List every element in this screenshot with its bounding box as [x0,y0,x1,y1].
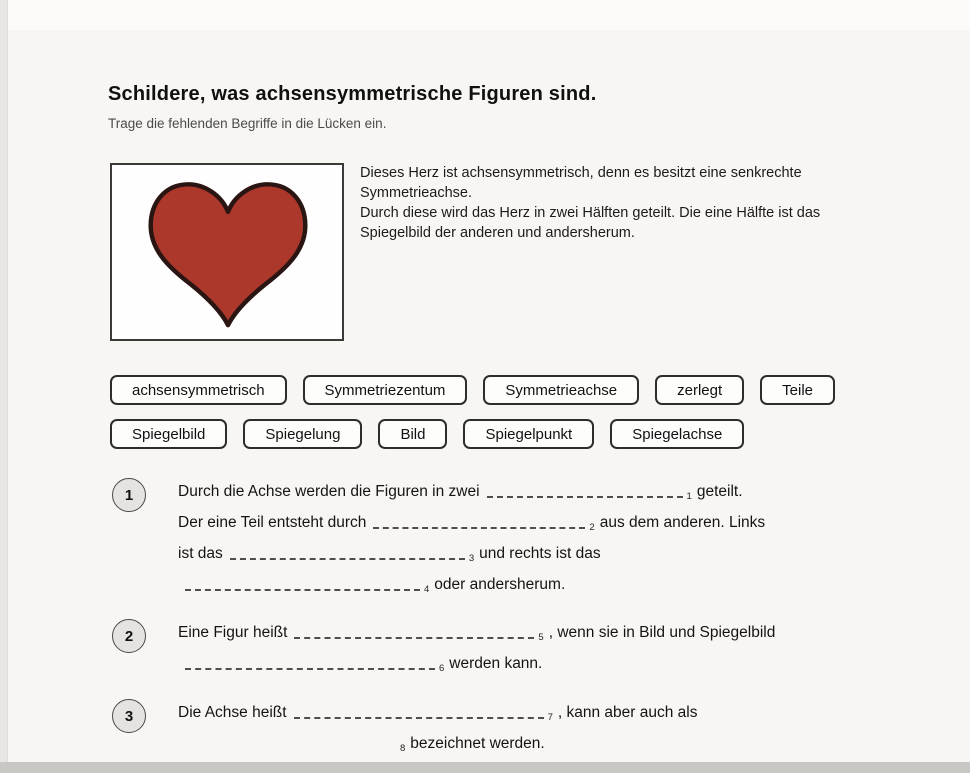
blank-field-2[interactable] [373,513,585,529]
question-text-segment: Eine Figur heißt [178,624,288,641]
question-text-segment: Der eine Teil entsteht durch [178,514,367,531]
blank-field-7[interactable] [294,703,544,719]
question-text-segment: Durch die Achse werden die Figuren in zwei [178,483,480,500]
word-chip-teile[interactable]: Teile [760,375,835,405]
blank-number: 3 [468,553,475,564]
blank-field-1[interactable] [487,482,683,498]
example-description-line: Dieses Herz ist achsensymmetrisch, denn es besitzt eine senkrechte [360,165,802,181]
blank-number: 4 [424,584,430,595]
blank-number: 6 [439,663,445,674]
question-text-segment: , wenn sie in Bild und Spiegelbild [548,624,776,641]
word-chip-spiegelpunkt[interactable]: Spiegelpunkt [463,419,594,449]
word-chip-spiegelung[interactable]: Spiegelung [243,419,362,449]
question-text [178,697,697,759]
word-chip-spiegelachse[interactable]: Spiegelachse [610,419,744,449]
page-title: Schildere, was achsensymmetrische Figuren sind. [108,83,597,105]
word-chip-achsensymmetrisch[interactable]: achsensymmetrisch [110,375,287,405]
question-text-segment: bezeichnet werden. [410,735,545,752]
question-text [178,476,765,600]
question-text-segment: und rechts ist das [479,545,601,562]
question-text-segment: oder andersherum. [434,576,566,593]
example-description-line: Durch diese wird das Herz in zwei Hälften geteilt. Die eine Hälfte ist das [360,205,821,221]
blank-field-6[interactable] [185,654,435,670]
question-text-segment: Die Achse heißt [178,704,287,721]
blank-number: 8 [400,743,406,754]
blank-number: 2 [589,522,595,533]
blank-number: 5 [538,632,544,643]
question-text-segment: , kann aber auch als [557,704,698,721]
example-description-line: Spiegelbild der anderen und andersherum. [360,225,635,241]
word-chip-symmetrieachse[interactable]: Symmetrieachse [483,375,639,405]
word-chip-zerlegt[interactable]: zerlegt [655,375,744,405]
blank-number: 7 [547,712,553,723]
blank-number: 1 [686,491,692,502]
page-subtitle: Trage die fehlenden Begriffe in die Lücken ein. [108,116,387,131]
question-text-segment: geteilt. [696,483,743,500]
blank-field-5[interactable] [294,623,534,639]
question-text-segment: ist das [178,545,223,562]
blank-field-4[interactable] [185,575,420,591]
question-number-badge: 1 [112,478,146,512]
question-text [178,617,775,679]
question-text-segment: werden kann. [449,655,543,672]
word-chip-symmetriezentum[interactable]: Symmetriezentum [303,375,468,405]
word-chip-bild[interactable]: Bild [378,419,447,449]
blank-field-3[interactable] [230,544,465,560]
question-number-badge: 3 [112,699,146,733]
example-description-line: Symmetrieachse. [360,185,473,201]
question-text-segment: aus dem anderen. Links [599,514,766,531]
word-chip-spiegelbild[interactable]: Spiegelbild [110,419,227,449]
question-number-badge: 2 [112,619,146,653]
